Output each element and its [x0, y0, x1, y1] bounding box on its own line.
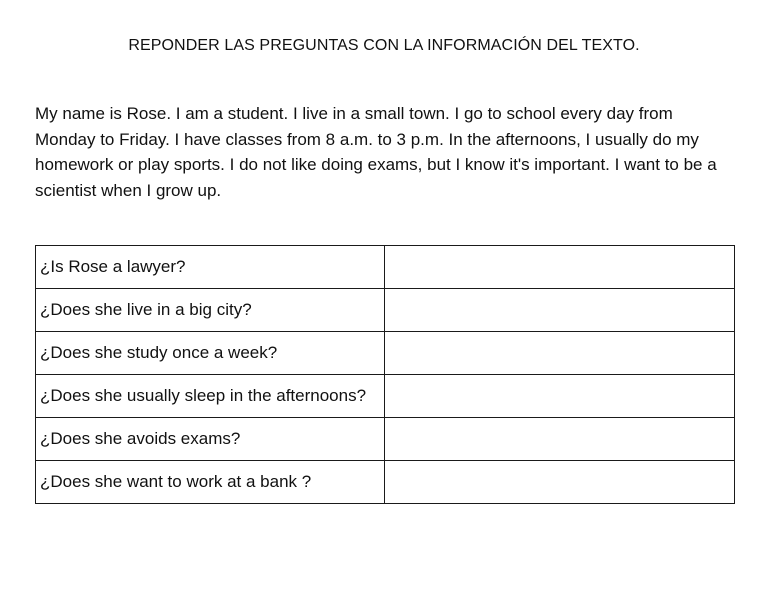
question-cell: ¿Does she usually sleep in the afternoons?	[36, 375, 385, 418]
questions-table	[35, 245, 735, 504]
question-cell: ¿Does she avoids exams?	[36, 418, 385, 461]
answer-cell[interactable]	[385, 375, 735, 418]
table-row	[36, 289, 735, 332]
answer-cell[interactable]	[385, 246, 735, 289]
question-cell: ¿Does she study once a week?	[36, 332, 385, 375]
table-row	[36, 461, 735, 504]
question-cell: ¿Does she want to work at a bank ?	[36, 461, 385, 504]
question-cell: ¿Is Rose a lawyer?	[36, 246, 385, 289]
page-title: REPONDER LAS PREGUNTAS CON LA INFORMACIÓN DEL TEXTO.	[128, 37, 640, 54]
table-row	[36, 375, 735, 418]
answer-cell[interactable]	[385, 332, 735, 375]
question-cell: ¿Does she live in a big city?	[36, 289, 385, 332]
table-row	[36, 418, 735, 461]
answer-cell[interactable]	[385, 461, 735, 504]
table-row	[36, 332, 735, 375]
answer-cell[interactable]	[385, 289, 735, 332]
reading-passage: My name is Rose. I am a student. I live in a small town. I go to school every day from Monday to Friday. I have classes from 8 a.m. to 3 p.m. In the afternoons, I usually do my homework or play sports. I do not like doing exams, but I know it's important. I want to be a scientist when I grow up.	[35, 104, 717, 200]
answer-cell[interactable]	[385, 418, 735, 461]
table-row	[36, 246, 735, 289]
